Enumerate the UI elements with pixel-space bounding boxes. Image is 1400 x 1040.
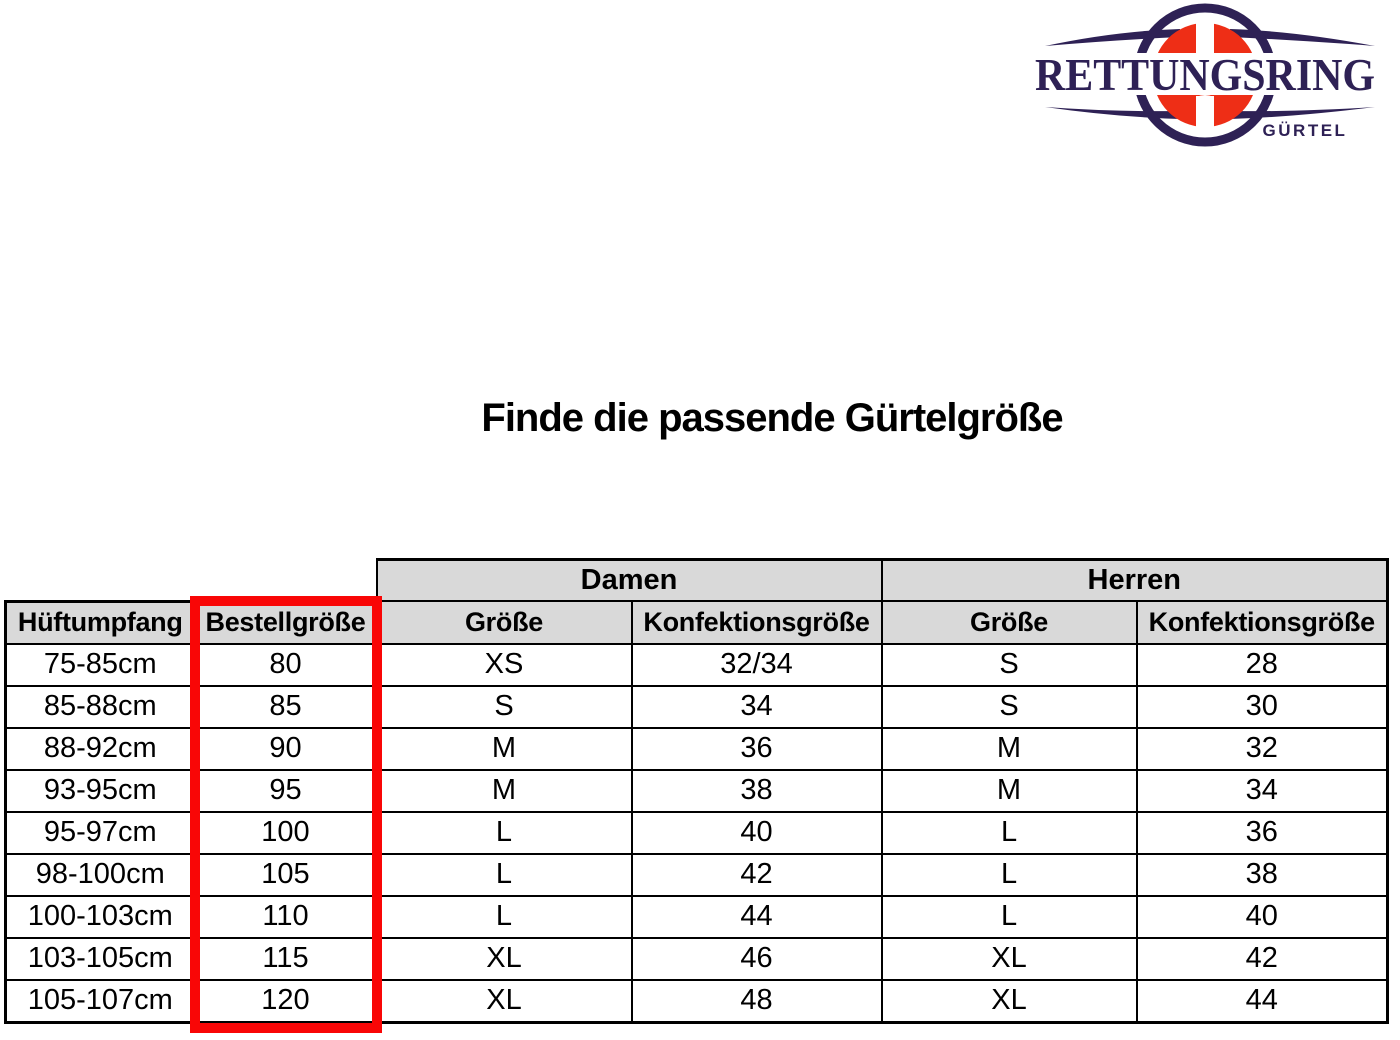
table-cell: L xyxy=(882,896,1137,938)
table-cell: S xyxy=(882,686,1137,728)
table-cell: S xyxy=(882,644,1137,686)
corner-empty-cell xyxy=(6,560,377,602)
table-cell: 75-85cm xyxy=(6,644,195,686)
table-cell: L xyxy=(882,812,1137,854)
table-row xyxy=(6,938,1388,980)
table-cell: M xyxy=(377,728,632,770)
table-cell: M xyxy=(882,728,1137,770)
lifebuoy-white-band-bottom xyxy=(1196,96,1214,138)
group-header-damen: Damen xyxy=(377,560,882,602)
table-cell: 90 xyxy=(195,728,377,770)
table-cell: 42 xyxy=(632,854,882,896)
table-row xyxy=(6,980,1388,1023)
table-cell: 36 xyxy=(632,728,882,770)
table-cell: 103-105cm xyxy=(6,938,195,980)
column-header-row xyxy=(6,601,1388,644)
table-row xyxy=(6,896,1388,938)
table-cell: M xyxy=(882,770,1137,812)
table-cell: 48 xyxy=(632,980,882,1023)
col-header-damen-konfektionsgroesse: Konfektionsgröße xyxy=(632,601,882,644)
brand-subtitle: GÜRTEL xyxy=(1262,121,1348,140)
table-cell: 40 xyxy=(1137,896,1388,938)
table-cell: XS xyxy=(377,644,632,686)
table-cell: 100-103cm xyxy=(6,896,195,938)
table-cell: XL xyxy=(882,938,1137,980)
table-cell: 46 xyxy=(632,938,882,980)
table-cell: 42 xyxy=(1137,938,1388,980)
table-cell: 95-97cm xyxy=(6,812,195,854)
table-cell: 34 xyxy=(632,686,882,728)
col-header-bestellgroesse: Bestellgröße xyxy=(195,601,377,644)
table-cell: 85-88cm xyxy=(6,686,195,728)
table-cell: 93-95cm xyxy=(6,770,195,812)
table-cell: 40 xyxy=(632,812,882,854)
table-cell: 85 xyxy=(195,686,377,728)
table-cell: 44 xyxy=(1137,980,1388,1023)
table-row xyxy=(6,812,1388,854)
table-cell: XL xyxy=(377,938,632,980)
col-header-herren-konfektionsgroesse: Konfektionsgröße xyxy=(1137,601,1388,644)
table-cell: L xyxy=(377,896,632,938)
table-cell: XL xyxy=(882,980,1137,1023)
table-cell: 80 xyxy=(195,644,377,686)
table-cell: M xyxy=(377,770,632,812)
table-cell: 105-107cm xyxy=(6,980,195,1023)
table-row xyxy=(6,644,1388,686)
brand-logo xyxy=(1015,0,1385,155)
table-cell: 38 xyxy=(632,770,882,812)
table-cell: S xyxy=(377,686,632,728)
table-cell: 115 xyxy=(195,938,377,980)
table-cell: 105 xyxy=(195,854,377,896)
table-cell: 38 xyxy=(1137,854,1388,896)
col-header-hueftumpfang: Hüftumpfang xyxy=(6,601,195,644)
table-body xyxy=(6,644,1388,1023)
table-cell: 32 xyxy=(1137,728,1388,770)
table-cell: 32/34 xyxy=(632,644,882,686)
page-title: Finde die passende Gürtelgröße xyxy=(481,396,1063,440)
table-cell: 110 xyxy=(195,896,377,938)
table-row xyxy=(6,770,1388,812)
table-cell: L xyxy=(377,812,632,854)
lifebuoy-logo xyxy=(1015,0,1385,155)
brand-name: RETTUNGSRING xyxy=(1035,49,1375,100)
table-cell: 36 xyxy=(1137,812,1388,854)
table-row xyxy=(6,854,1388,896)
col-header-herren-groesse: Größe xyxy=(882,601,1137,644)
table-row xyxy=(6,728,1388,770)
table-cell: 34 xyxy=(1137,770,1388,812)
table-cell: 28 xyxy=(1137,644,1388,686)
size-table xyxy=(4,558,1389,1024)
table-row xyxy=(6,686,1388,728)
table-cell: 44 xyxy=(632,896,882,938)
group-header-herren: Herren xyxy=(882,560,1388,602)
table-cell: 120 xyxy=(195,980,377,1023)
table-cell: 100 xyxy=(195,812,377,854)
table-cell: L xyxy=(882,854,1137,896)
table-cell: L xyxy=(377,854,632,896)
group-header-row xyxy=(6,560,1388,602)
table-cell: 95 xyxy=(195,770,377,812)
col-header-damen-groesse: Größe xyxy=(377,601,632,644)
table-cell: XL xyxy=(377,980,632,1023)
table-cell: 88-92cm xyxy=(6,728,195,770)
table-cell: 30 xyxy=(1137,686,1388,728)
table-cell: 98-100cm xyxy=(6,854,195,896)
swoosh-bottom-left xyxy=(1045,107,1180,119)
